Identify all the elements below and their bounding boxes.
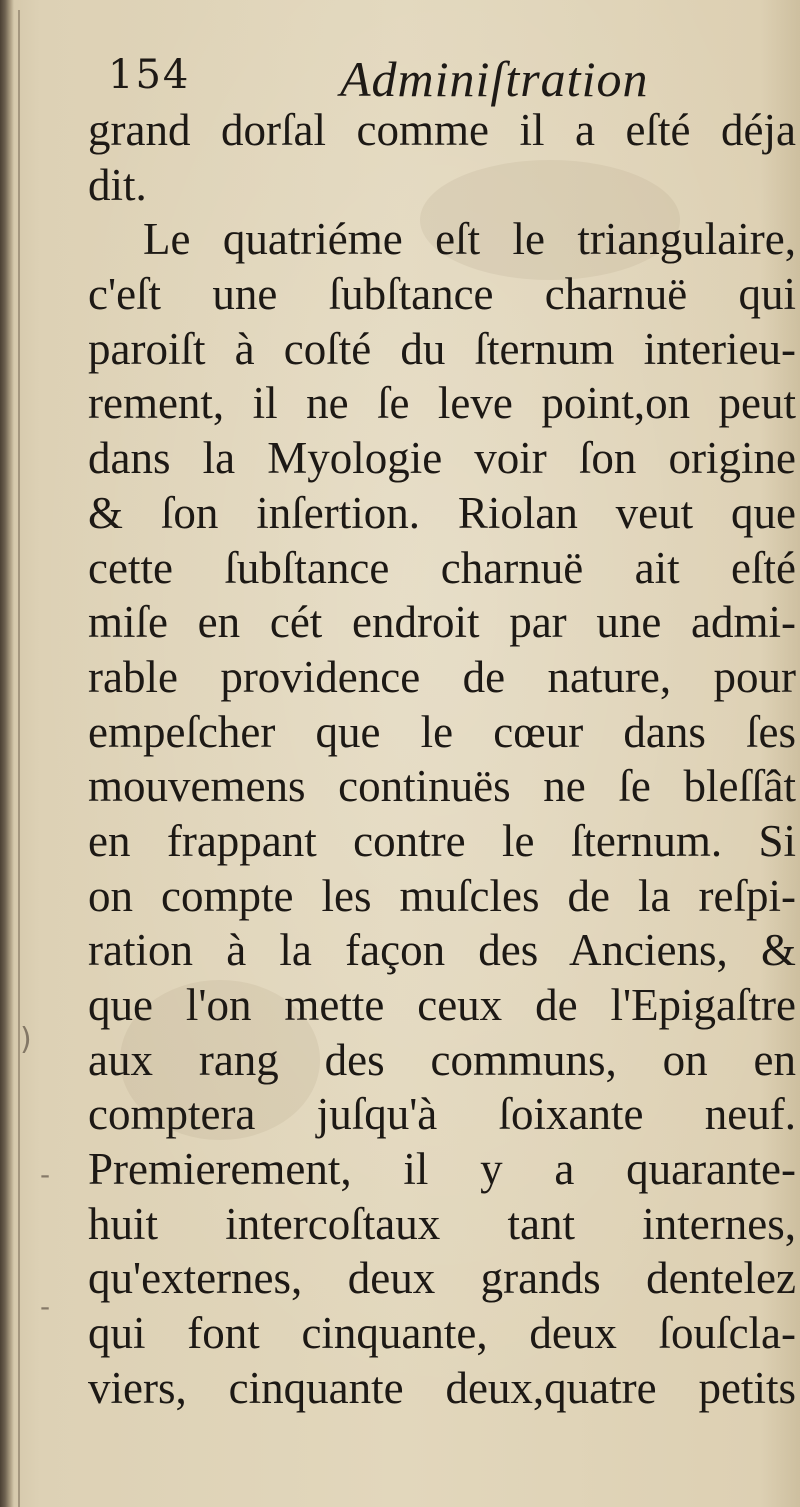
text-line: viers, cinquante deux,quatre petits — [88, 1362, 796, 1413]
text-line: que l'on mette ceux de l'Epigaſtre — [88, 980, 796, 1030]
margin-mark: ) — [20, 1022, 32, 1057]
text-line: en frappant contre le ſternum. Si — [88, 815, 796, 866]
text-line: dit. — [88, 159, 147, 210]
text-line: qui font cinquante, deux ſouſcla- — [88, 1308, 796, 1359]
text-line: empeſcher que le cœur dans ſes — [88, 706, 796, 757]
text-line: rable providence de nature, pour — [88, 651, 796, 702]
text-line: dans la Myologie voir ſon origine — [88, 433, 796, 484]
text-line: huit intercoſtaux tant internes, — [88, 1198, 796, 1249]
body-text — [88, 103, 796, 1416]
binding-gutter — [0, 0, 14, 1507]
running-head: Adminiſtration — [340, 51, 649, 107]
text-line: on compte les muſcles de la reſpi- — [88, 870, 796, 921]
text-line: c'eſt une ſubſtance charnuë qui — [88, 269, 796, 320]
text-line: grand dorſal comme il a eſté déja — [88, 105, 796, 155]
text-line: mouvemens continuës ne ſe bleſſât — [88, 761, 796, 812]
margin-mark: - — [40, 1290, 51, 1323]
margin-rule — [18, 10, 20, 1507]
text-line: comptera juſqu'à ſoixante neuf. — [88, 1089, 796, 1140]
text-line: paroiſt à coſté du ſternum interieu- — [88, 323, 796, 374]
page-header — [0, 50, 800, 110]
text-line: qu'externes, deux grands dentelez — [88, 1253, 796, 1304]
text-line: aux rang des communs, on en — [88, 1034, 796, 1085]
margin-mark: - — [40, 1158, 51, 1191]
page-number: 154 — [108, 52, 191, 98]
text-line: miſe en cét endroit par une admi- — [88, 597, 796, 648]
text-line: Premierement, il y a quarante- — [88, 1144, 796, 1195]
text-line: ration à la façon des Anciens, & — [88, 925, 796, 976]
text-line: & ſon inſertion. Riolan veut que — [88, 487, 796, 538]
text-line: cette ſubſtance charnuë ait eſté — [88, 542, 796, 593]
text-line: Le quatriéme eſt le triangulaire, — [143, 214, 796, 265]
text-line: rement, il ne ſe leve point,on peut — [88, 378, 796, 429]
